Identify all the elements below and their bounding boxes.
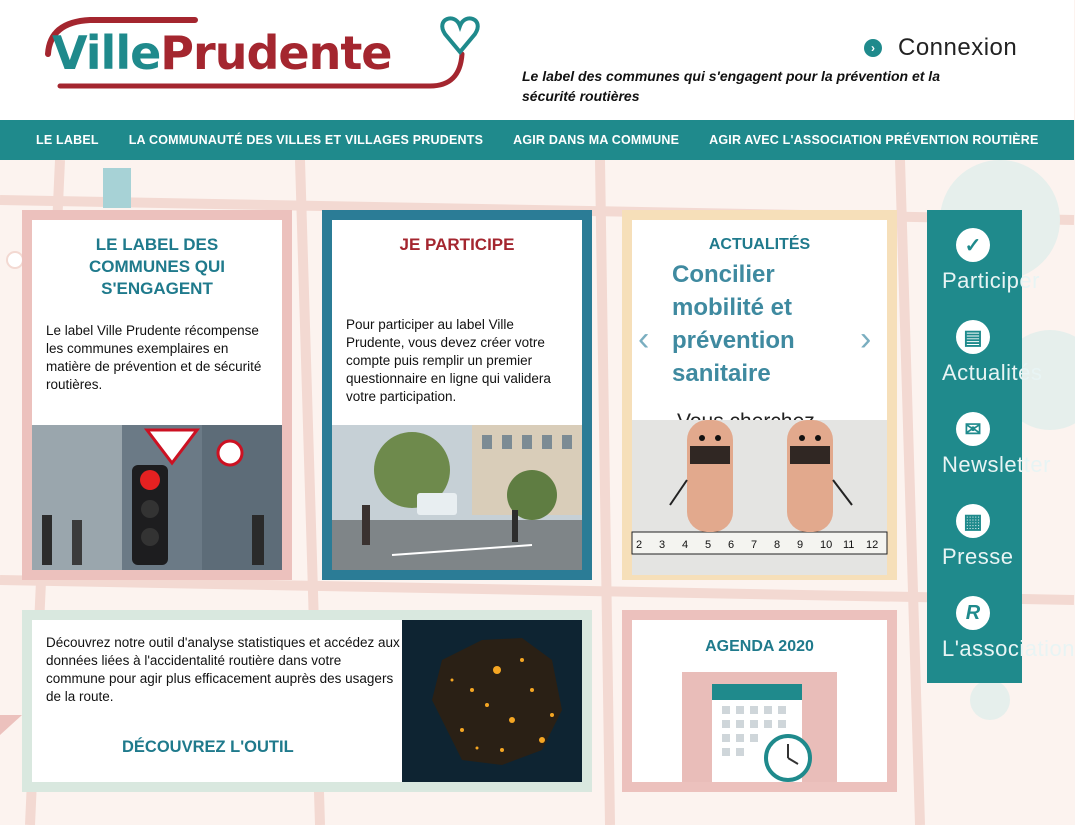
card-agenda[interactable] — [622, 610, 897, 792]
side-item-actualites[interactable] — [942, 320, 1062, 386]
nav-item-communaute[interactable]: LA COMMUNAUTÉ DES VILLES ET VILLAGES PRUDENTS — [128, 133, 484, 147]
envelope-icon: ✉ — [956, 412, 990, 446]
nav-item-agir-commune[interactable]: AGIR DANS MA COMMUNE — [513, 133, 680, 147]
side-item-label: Newsletter — [942, 452, 1051, 477]
ruler-number: 11 — [843, 539, 855, 551]
ville-prudente-logo[interactable] — [30, 14, 480, 94]
check-icon: ✓ — [956, 228, 990, 262]
fingers-masks-photo — [632, 420, 887, 575]
tagline: Le label des communes qui s'engagent pour la prévention et la sécurité routières — [522, 68, 940, 104]
street-scene-photo — [332, 425, 582, 570]
side-item-label: Participer — [942, 268, 1040, 293]
side-item-participer[interactable] — [942, 228, 1062, 294]
side-item-label: L'association — [942, 636, 1075, 661]
calendar-icon — [682, 672, 837, 782]
carousel-prev-arrow[interactable]: ‹ — [638, 320, 650, 358]
carousel-next-arrow[interactable]: › — [860, 320, 872, 358]
ruler-number: 4 — [682, 539, 689, 551]
side-item-newsletter[interactable] — [942, 412, 1062, 478]
card-label-title: LE LABEL DES COMMUNES QUI S'ENGAGENT — [89, 235, 225, 298]
main-nav — [0, 120, 1074, 160]
ruler-number: 2 — [636, 539, 643, 551]
discover-tool-link[interactable]: DÉCOUVREZ L'OUTIL — [122, 738, 294, 756]
association-logo-icon: R — [956, 596, 990, 630]
card-participe[interactable] — [322, 210, 592, 580]
card-outil[interactable] — [22, 610, 592, 792]
card-label[interactable] — [22, 210, 292, 580]
nav-item-label[interactable]: LE LABEL — [36, 133, 99, 147]
side-quick-links — [927, 210, 1075, 683]
site-header — [0, 0, 1074, 120]
ruler-number: 8 — [774, 539, 781, 551]
card-agenda-title: AGENDA 2020 — [705, 638, 814, 655]
logo-wordmark: VillePrudente — [52, 26, 392, 80]
side-item-presse[interactable] — [942, 504, 1062, 570]
ruler-number: 6 — [728, 539, 735, 551]
ruler-number: 10 — [820, 539, 833, 551]
card-actualites-title: ACTUALITÉS — [708, 236, 811, 253]
ruler-number: 12 — [866, 539, 879, 551]
card-actualites[interactable] — [622, 210, 897, 580]
press-icon: ▦ — [956, 504, 990, 538]
france-accident-map — [402, 620, 582, 782]
card-label-text: Le label Ville Prudente récompense les communes exemplaires en matière de prévention et de sécurité routières. — [46, 323, 262, 392]
newspaper-icon: ▤ — [956, 320, 990, 354]
side-item-label: Actualités — [942, 360, 1043, 385]
chevron-right-icon: › — [864, 39, 882, 57]
side-item-label: Presse — [942, 544, 1014, 569]
card-outil-text: Découvrez notre outil d'analyse statistiques et accédez aux données liées à l'accidentalité routière dans votre commune pour agir plus efficacement auprès des usagers de la route. — [46, 635, 400, 704]
login-link[interactable] — [864, 34, 1017, 62]
ruler-number: 3 — [659, 539, 666, 551]
side-item-association[interactable] — [942, 596, 1075, 662]
news-headline[interactable]: Concilier mobilité et prévention sanitaire — [672, 261, 795, 387]
ruler-number: 5 — [705, 539, 712, 551]
card-participe-text: Pour participer au label Ville Prudente, vous devez créer votre compte puis remplir un premier questionnaire en ligne qui validera votre participation. — [346, 317, 551, 404]
ruler-number: 7 — [751, 539, 758, 551]
ruler-number: 9 — [797, 539, 804, 551]
nav-item-agir-association[interactable]: AGIR AVEC L'ASSOCIATION PRÉVENTION ROUTIÈRE — [709, 133, 1039, 147]
login-label: Connexion — [898, 34, 1018, 61]
card-participe-title: JE PARTICIPE — [399, 235, 515, 254]
traffic-light-photo — [32, 425, 282, 570]
